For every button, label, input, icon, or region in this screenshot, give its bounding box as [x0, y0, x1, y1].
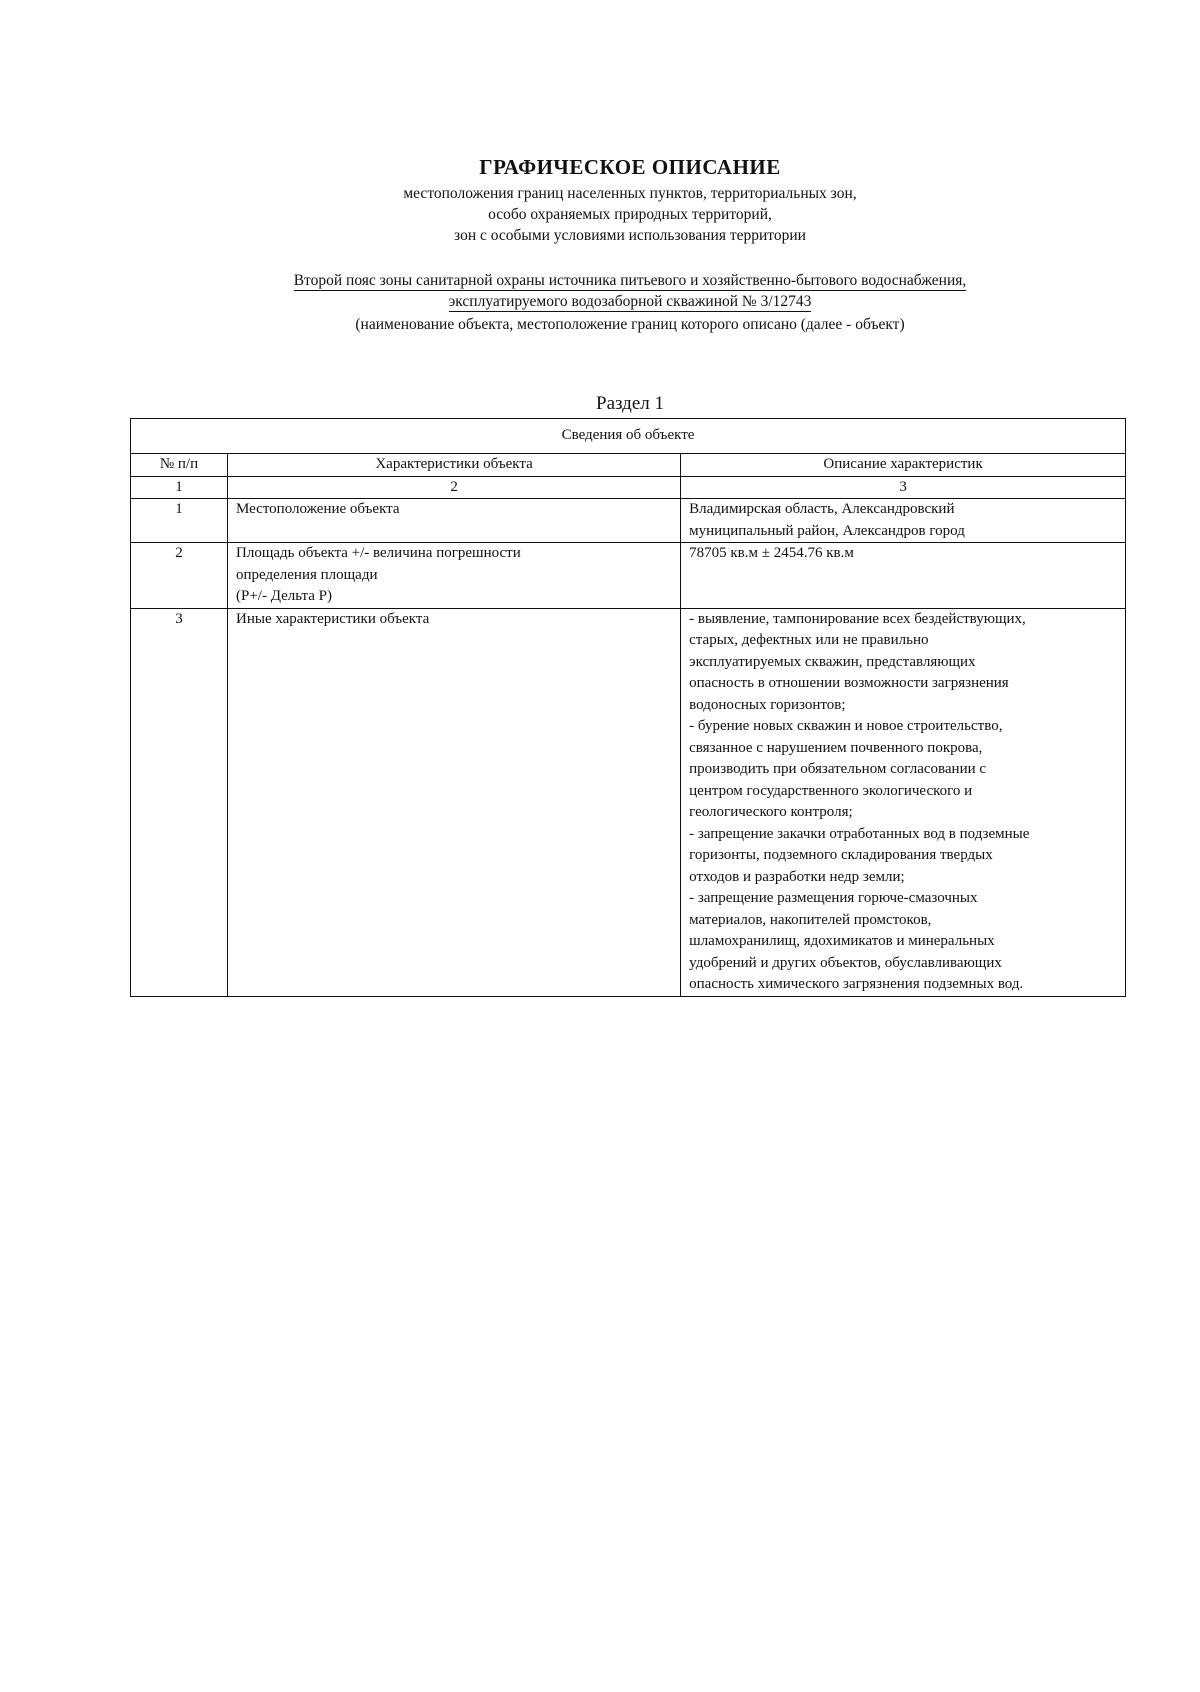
- table-caption: Сведения об объекте: [131, 419, 1126, 454]
- description-line: удобрений и других объектов, обуславливающих: [689, 954, 1002, 971]
- table-caption-row: [131, 419, 1126, 454]
- object-caption: (наименование объекта, местоположение границ которого описано (далее - объект): [355, 316, 905, 333]
- description-line: водоносных горизонтов;: [689, 696, 846, 713]
- description-line: опасность химического загрязнения подземных вод.: [689, 976, 1024, 992]
- description-line: опасность в отношении возможности загрязнения: [689, 675, 1009, 691]
- characteristic-line: (P+/- Дельта P): [236, 588, 333, 604]
- row-characteristic: [228, 543, 681, 609]
- description-line: эксплуатируемых скважин, представляющих: [689, 653, 976, 670]
- object-name-line: Второй пояс зоны санитарной охраны источника питьевого и хозяйственно-бытового водоснабжения,: [293, 272, 967, 289]
- row-number: 1: [131, 499, 228, 543]
- description-line: муниципальный район, Александров город: [689, 522, 965, 539]
- description-line: производить при обязательном согласовании с: [689, 761, 987, 777]
- row-description: [681, 499, 1126, 543]
- table-row: [131, 543, 1126, 609]
- description-line: горизонты, подземного складирования твердых: [689, 847, 993, 863]
- description-line: - выявление, тампонирование всех бездействующих,: [689, 610, 1026, 627]
- object-name: [130, 270, 1130, 312]
- characteristic-line: Площадь объекта +/- величина погрешности: [236, 545, 521, 561]
- description-line: связанное с нарушением почвенного покрова,: [689, 739, 983, 756]
- header-num: № п/п: [131, 454, 228, 477]
- object-name-line: эксплуатируемого водозаборной скважиной № 3/12743: [448, 293, 812, 310]
- subtitle-line: местоположения границ населенных пунктов, территориальных зон,: [403, 185, 857, 202]
- column-number: 3: [681, 476, 1126, 499]
- description-line: - запрещение закачки отработанных вод в подземные: [689, 825, 1030, 842]
- document-title: ГРАФИЧЕСКОЕ ОПИСАНИЕ: [479, 155, 781, 179]
- header-characteristic: Характеристики объекта: [228, 454, 681, 477]
- description-line: отходов и разработки недр земли;: [689, 868, 905, 885]
- object-info-table: [130, 418, 1126, 997]
- row-description: [681, 608, 1126, 996]
- row-description: 78705 кв.м ± 2454.76 кв.м: [681, 543, 1126, 609]
- section-label: Раздел 1: [596, 393, 664, 414]
- column-number: 2: [228, 476, 681, 499]
- description-line: материалов, накопителей промстоков,: [689, 911, 932, 928]
- row-number: 3: [131, 608, 228, 996]
- row-characteristic: Иные характеристики объекта: [228, 608, 681, 996]
- description-line: Владимирская область, Александровский: [689, 501, 955, 517]
- subtitle-line: особо охраняемых природных территорий,: [488, 206, 772, 223]
- document-subtitle: [130, 183, 1130, 246]
- row-number: 2: [131, 543, 228, 609]
- header-description: Описание характеристик: [681, 454, 1126, 477]
- description-line: старых, дефектных или не правильно: [689, 632, 929, 648]
- description-line: геологического контроля;: [689, 804, 853, 820]
- characteristic-line: определения площади: [236, 566, 378, 583]
- column-number: 1: [131, 476, 228, 499]
- column-number-row: [131, 476, 1126, 499]
- description-line: центром государственного экологического и: [689, 782, 973, 799]
- row-characteristic: Местоположение объекта: [228, 499, 681, 543]
- table-row: [131, 499, 1126, 543]
- subtitle-line: зон с особыми условиями использования территории: [454, 227, 806, 244]
- description-line: шламохранилищ, ядохимикатов и минеральных: [689, 933, 995, 949]
- table-row: [131, 608, 1126, 996]
- description-line: - бурение новых скважин и новое строительство,: [689, 718, 1003, 734]
- description-line: - запрещение размещения горюче-смазочных: [689, 890, 978, 906]
- table-header-row: [131, 454, 1126, 477]
